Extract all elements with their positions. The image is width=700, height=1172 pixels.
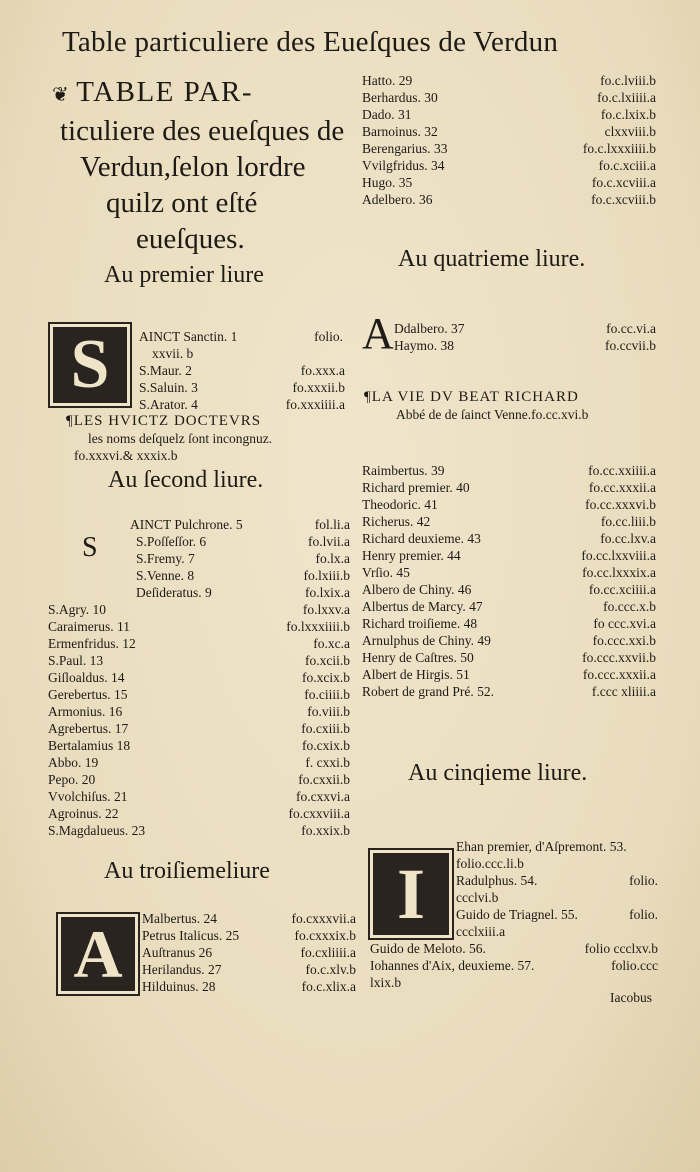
entry-name: Hugo. 35: [362, 175, 413, 190]
book1-first-entry-cont: xxvii. b: [152, 346, 194, 361]
book4-list: [394, 320, 656, 354]
entry-name: Barnoinus. 32: [362, 124, 438, 139]
entry-name: Giſloaldus. 14: [48, 670, 125, 685]
list-item: [48, 720, 350, 737]
list-item: [456, 872, 658, 889]
entry-name: Henry de Caſtres. 50: [362, 650, 474, 665]
list-item: [456, 838, 658, 855]
dropcap-i: I: [368, 848, 454, 940]
list-item: [394, 337, 656, 354]
list-item: [370, 940, 658, 957]
entry-name: ccclxiii.a: [456, 924, 506, 939]
entry-name: Henry premier. 44: [362, 548, 461, 563]
list-item: [139, 362, 345, 379]
dropcap-s: S: [48, 322, 132, 408]
entry-name: S.Paul. 13: [48, 653, 104, 668]
entry-folio: fo.cc.vi.a: [606, 321, 656, 336]
entry-folio: fo.c.xcviii.b: [591, 192, 656, 207]
entry-folio: fo.xc.a: [313, 636, 350, 651]
list-item: [456, 906, 658, 923]
dropcap-a-plain: A: [362, 309, 394, 358]
entry-folio: fo.c.lxiiii.a: [597, 90, 656, 105]
entry-name: Richard premier. 40: [362, 480, 470, 495]
entry-folio: fo.xxxiiii.a: [285, 397, 345, 412]
title-line-1: ❦ TABLE PAR-: [52, 74, 344, 113]
entry-name: S.Arator. 4: [139, 397, 198, 412]
book-heading-1: Au premier liure: [104, 262, 264, 288]
book-heading-5: Au cinqieme liure.: [408, 760, 588, 786]
entry-name: Radulphus. 54.: [456, 873, 538, 888]
entry-name: Herilandus. 27: [142, 962, 222, 977]
entry-name: AINCT Pulchrone. 5: [130, 517, 243, 532]
entry-folio: fo.cc.liii.b: [600, 514, 656, 529]
entry-folio: fo.xxx.a: [300, 363, 345, 378]
entry-name: S.Magdalueus. 23: [48, 823, 146, 838]
entry-name: Petrus Italicus. 25: [142, 928, 240, 943]
list-item: [370, 957, 658, 974]
entry-folio: fo.c.lxix.b: [600, 107, 656, 122]
entry-name: Richard troiſieme. 48: [362, 616, 478, 631]
entry-folio: fo.lxxv.a: [302, 602, 350, 617]
entry-name: Ehan premier, d'Aſpremont. 53.: [456, 839, 627, 854]
entry-folio: fo.cxliiii.a: [300, 945, 356, 960]
book1-list: [139, 362, 345, 413]
entry-name: Auſtranus 26: [142, 945, 213, 960]
entry-folio: fo.c.xciii.a: [598, 158, 656, 173]
list-item: [142, 944, 356, 961]
list-item: [362, 598, 656, 615]
entry-name: Guido de Triagnel. 55.: [456, 907, 578, 922]
entry-folio: fo.cxxvi.a: [296, 789, 350, 804]
entry-name: Richerus. 42: [362, 514, 431, 529]
entry-folio: fo.c.lviii.b: [600, 73, 656, 88]
entry-name: Albero de Chiny. 46: [362, 582, 472, 597]
entry-name: Berengarius. 33: [362, 141, 448, 156]
entry-folio: fo.cxxxix.b: [294, 928, 356, 943]
entry-name: Haymo. 38: [394, 338, 454, 353]
entry-folio: f. cxxi.b: [305, 755, 350, 770]
entry-folio: fo.lvii.a: [308, 534, 350, 549]
list-item: [362, 564, 656, 581]
entry-name: Deſideratus. 9: [136, 585, 212, 600]
entry-name: Albert de Hirgis. 51: [362, 667, 470, 682]
entry-folio: fo.lx.a: [315, 551, 350, 566]
richard-line: Abbé de de ſainct Venne.fo.cc.xvi.b: [396, 407, 589, 422]
list-item: [48, 618, 350, 635]
dropcap-a: A: [56, 912, 140, 996]
list-item: [456, 889, 658, 906]
book-heading-4: Au quatrieme liure.: [398, 246, 586, 272]
list-item: [362, 666, 656, 683]
entry-folio: fo.cxxviii.a: [288, 806, 350, 821]
list-item: [456, 855, 658, 872]
title-line-4: quilz ont eſté: [106, 187, 258, 219]
list-item: [362, 496, 656, 513]
entry-name: lxix.b: [370, 975, 402, 990]
list-item: [48, 703, 350, 720]
entry-folio: folio.: [629, 873, 658, 888]
list-item: [362, 72, 656, 89]
book5-list: [456, 838, 658, 940]
entry-name: Dado. 31: [362, 107, 412, 122]
entry-name: Agroinus. 22: [48, 806, 119, 821]
doctors-line-1: les noms deſquelz ſont incongnuz.: [88, 431, 273, 446]
entry-name: S.Poſſeſſor. 6: [136, 534, 207, 549]
list-item: [362, 191, 656, 208]
entry-folio: fo.cc.lxxviii.a: [581, 548, 656, 563]
list-item: [362, 615, 656, 632]
entry-name: Hilduinus. 28: [142, 979, 216, 994]
list-item: [142, 910, 356, 927]
entry-folio: fo.cc.xxxvi.b: [585, 497, 656, 512]
entry-folio: clxxviii.b: [604, 124, 656, 139]
list-item: [142, 978, 356, 995]
list-item: [48, 805, 350, 822]
entry-folio: fo.xxix.b: [301, 823, 350, 838]
list-item: [48, 652, 350, 669]
entry-name: Vrſio. 45: [362, 565, 410, 580]
book3-list: [142, 910, 356, 995]
entry-folio: fo.lxix.a: [305, 585, 350, 600]
entry-name: Ddalbero. 37: [394, 321, 465, 336]
list-item: [48, 669, 350, 686]
entry-folio: folio.ccc: [611, 958, 658, 973]
list-item: [362, 140, 656, 157]
entry-name: Pepo. 20: [48, 772, 96, 787]
entry-folio: fo ccc.xvi.a: [593, 616, 656, 631]
list-item: [48, 550, 350, 567]
richard-heading: ¶LA VIE DV BEAT RICHARD: [364, 389, 579, 405]
entry-name: Iohannes d'Aix, deuxieme. 57.: [370, 958, 535, 973]
entry-folio: fo.cxxxvii.a: [291, 911, 356, 926]
entry-folio: fo.cc.xciiii.a: [588, 582, 656, 597]
list-item: [456, 923, 658, 940]
book2-list: [48, 516, 350, 839]
entry-folio: fo.ccc.xxxii.a: [582, 667, 656, 682]
list-item: [370, 974, 658, 991]
entry-folio: fo.cc.lxxxix.a: [582, 565, 656, 580]
list-item: [362, 649, 656, 666]
list-item: [48, 788, 350, 805]
entry-name: Vvilgfridus. 34: [362, 158, 445, 173]
dropcap-s-small: S: [82, 532, 98, 563]
list-item: [362, 513, 656, 530]
entry-folio: f.ccc xliiii.a: [591, 684, 656, 699]
catchword: Iacobus: [610, 990, 652, 1005]
entry-folio: fo.c.xcviii.a: [591, 175, 656, 190]
list-item: [394, 320, 656, 337]
entry-folio: fo.viii.b: [307, 704, 350, 719]
running-head: Table particuliere des Eueſques de Verdun: [62, 26, 559, 58]
list-item: [362, 106, 656, 123]
entry-folio: fo.cxiii.b: [301, 721, 350, 736]
list-item: [362, 530, 656, 547]
entry-folio: fo.lxiii.b: [303, 568, 350, 583]
entry-folio: fo.ccc.x.b: [603, 599, 656, 614]
entry-folio: fo.cc.xxiiii.a: [588, 463, 656, 478]
list-item: [362, 581, 656, 598]
entry-name: Agrebertus. 17: [48, 721, 129, 736]
entry-name: Armonius. 16: [48, 704, 123, 719]
entry-name: folio.ccc.li.b: [456, 856, 524, 871]
bishop-list: [362, 462, 656, 700]
list-item: [48, 516, 350, 533]
list-item: [48, 737, 350, 754]
entry-name: S.Venne. 8: [136, 568, 195, 583]
list-item: [362, 174, 656, 191]
entry-name: Bertalamius 18: [48, 738, 131, 753]
entry-folio: fo.c.xlix.a: [301, 979, 356, 994]
title-line-2: ticuliere des eueſques de: [60, 115, 345, 147]
book-heading-2: Au ſecond liure.: [108, 467, 264, 493]
entry-name: Ermenfridus. 12: [48, 636, 136, 651]
list-item: [48, 601, 350, 618]
entry-name: Hatto. 29: [362, 73, 413, 88]
list-item: [362, 547, 656, 564]
list-item: [142, 927, 356, 944]
list-item: [362, 157, 656, 174]
entry-folio: folio ccclxv.b: [584, 941, 658, 956]
list-item: [48, 635, 350, 652]
entry-folio: folio.: [629, 907, 658, 922]
entry-name: Albertus de Marcy. 47: [362, 599, 483, 614]
entry-folio: fo.ccc.xxi.b: [592, 633, 656, 648]
entry-name: Robert de grand Pré. 52.: [362, 684, 494, 699]
entry-name: S.Saluin. 3: [139, 380, 198, 395]
list-item: [362, 683, 656, 700]
list-item: [48, 584, 350, 601]
entry-name: S.Maur. 2: [139, 363, 192, 378]
entry-name: Richard deuxieme. 43: [362, 531, 481, 546]
entry-folio: fo.ccvii.b: [605, 338, 656, 353]
entry-name: ccclvi.b: [456, 890, 499, 905]
list-item: [139, 396, 345, 413]
top-list: [362, 72, 656, 208]
entry-folio: fo.xcix.b: [302, 670, 350, 685]
entry-name: S.Agry. 10: [48, 602, 107, 617]
title-line-3: Verdun,ſelon lordre: [80, 151, 306, 183]
list-item: [142, 961, 356, 978]
list-item: [362, 123, 656, 140]
list-item: [48, 771, 350, 788]
entry-name: Theodoric. 41: [362, 497, 438, 512]
entry-folio: fo.cxxii.b: [298, 772, 350, 787]
list-item: [362, 632, 656, 649]
list-item: [362, 479, 656, 496]
entry-folio: fo.ciiii.b: [304, 687, 350, 702]
entry-folio: fo.lxxxiiii.b: [286, 619, 350, 634]
list-item: [48, 567, 350, 584]
list-item: [139, 379, 345, 396]
entry-folio: fo.c.lxxxiiii.b: [582, 141, 656, 156]
entry-name: Gerebertus. 15: [48, 687, 128, 702]
entry-folio: fo.cc.lxv.a: [600, 531, 656, 546]
book5-tail: [370, 940, 658, 991]
entry-name: Abbo. 19: [48, 755, 99, 770]
list-item: [48, 822, 350, 839]
entry-name: Guido de Meloto. 56.: [370, 941, 486, 956]
book-heading-3: Au troiſiemeliure: [104, 858, 270, 884]
entry-name: Berhardus. 30: [362, 90, 438, 105]
entry-folio: fo.ccc.xxvii.b: [582, 650, 656, 665]
fleuron-icon: ❦: [52, 84, 71, 106]
title-line-5: eueſques.: [136, 223, 245, 255]
table-title: [52, 74, 344, 257]
entry-name: Arnulphus de Chiny. 49: [362, 633, 491, 648]
doctors-heading: ¶LES HVICTZ DOCTEVRS: [66, 413, 262, 429]
entry-folio: fo.cxix.b: [302, 738, 350, 753]
entry-folio: fo.xcii.b: [305, 653, 350, 668]
entry-name: S.Fremy. 7: [136, 551, 195, 566]
list-item: [362, 89, 656, 106]
list-item: [48, 686, 350, 703]
list-item: [48, 533, 350, 550]
book1-first-entry: AINCT Sanctin. 1 folio.: [139, 329, 343, 344]
list-item: [48, 754, 350, 771]
doctors-line-2: fo.xxxvi.& xxxix.b: [74, 448, 178, 463]
entry-name: Malbertus. 24: [142, 911, 217, 926]
entry-name: Raimbertus. 39: [362, 463, 445, 478]
entry-folio: fol.li.a: [314, 517, 350, 532]
entry-folio: fo.c.xlv.b: [305, 962, 356, 977]
entry-name: Adelbero. 36: [362, 192, 433, 207]
entry-name: Vvolchiſus. 21: [48, 789, 128, 804]
entry-folio: fo.cc.xxxii.a: [588, 480, 656, 495]
entry-folio: fo.xxxii.b: [292, 380, 345, 395]
list-item: [362, 462, 656, 479]
entry-name: Caraimerus. 11: [48, 619, 130, 634]
